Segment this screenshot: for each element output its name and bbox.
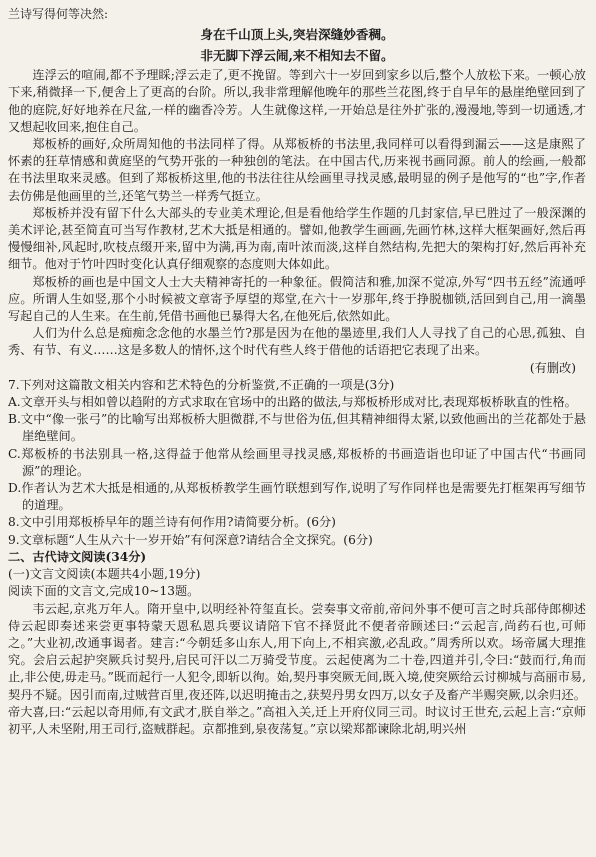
exam-page [8,6,586,738]
essay-paragraph-1: 连浮云的喧闹,都不予理睬;浮云走了,更不挽留。等到六十一岁回到家乡以后,整个人放松下来。一顿心放下来,稍微择一下,便舍上了更高的台阶。所以,我非常理解他晚年的那些兰花图,终于自早年的悬崖绝壁回到了他的庭院,好好地养在尺盆,一样的幽香冷芳。人生就像这样,一开始总是往外扩张的,漫漫地,等到一切通透,才又想起收回来,抱住自己。 [8,68,586,134]
section-2-subtitle: (一)文言文阅读(本题共4小题,19分) [8,567,201,582]
essay-paragraph-2: 郑板桥的画好,众所周知他的书法同样了得。从郑板桥的书法里,我同样可以看得到漏云——这是康熙了怀素的狂草情感和黄庭坚的气势开张的一种独创的笔法。在中国古代,历来视书画同源。前人的绘画,一般都在书法里取来灵感。但到了郑板桥这里,他的书法往往从绘画里寻找灵感,最明显的例子是他写的“也”字,作者去仿佛是他画里的兰,还笔气势兰一样秀气挺立。 [8,137,586,203]
essay-paragraph-5: 人们为什么总是痴痴念念他的水墨兰竹?那是因为在他的墨迹里,我们人人寻找了自己的心思,孤独、自秀、有节、有义……这是多数人的情怀,这个时代有些人终于借他的话语把它表现了出来。 [8,326,586,358]
poem-line-1: 身在千山顶上头,突岩深缝妙香稠。 [200,27,394,43]
question-7-option-a: A.文章开头与相如曾以趋附的方式求取在官场中的出路的做法,与郑板桥形成对比,表现郑板桥耿直的性格。 [8,395,577,410]
classical-chinese-passage: 韦云起,京兆万年人。隋开皇中,以明经补符玺直长。尝奏事文帝前,帝问外事不便可言之时兵部侍郎柳述侍云起即奏述来尝更事特蒙天恩私恩兵要议请陪下官不择贤此不便者帝顾述曰:“云起言,尚药石也,可师之。”大业初,改通事谒者。建言:“今朝廷多山东人,用下向上,不相宾激,必乱政。”周秀所以欢。场帝属大理推究。会启云起护突厥兵讨契丹,启民可汗以二万骑受节度。云起使离为二十卷,四道并引,令曰:“鼓而行,角而止,非公使,毋走马。”既而起行一人犯令,即斩以徇。始,契丹事突厥无间,既入境,使突厥给云讨柳城与高丽市易,契丹不疑。因引而南,过贼营百里,夜还阵,以迟明掩击之,获契丹男女四万,以女子及畜产半赐突厥,以余归还。帝大喜,曰:“云起以奇用师,有文武才,朕自举之。”高祖入关,迁上开府仪同三司。时议讨王世充,云起上言:“京师初平,人未坚附,用王司行,盗贼群起。京都推到,泉夜荡复。”京以梁郑都谏除北胡,明兴州 [8,601,586,736]
poem-line-2: 非无脚下浮云闹,来不相知去不留。 [200,48,394,64]
question-7: 7.下列对这篇散文相关内容和艺术特色的分析鉴赏,不正确的一项是(3分) [8,377,395,392]
section-2-instruction: 阅读下面的文言文,完成10~13题。 [8,584,200,599]
question-7-option-b: B.文中“像一张弓”的比喻写出郑板桥大胆微群,不与世俗为伍,但其精神细得太紧,以致他画出的兰花都处于悬崖绝壁间。 [8,412,586,444]
question-7-option-c: C.郑板桥的书法别具一格,这得益于他常从绘画里寻找灵感,郑板桥的书画造诣也印证了中国古代“书画同源”的理论。 [8,446,586,478]
question-7-option-d: D.作者认为艺术大抵是相通的,从郑板桥教学生画竹联想到写作,说明了写作同样也是需要先打框架再写细节的道理。 [8,481,586,513]
essay-paragraph-4: 郑板桥的画也是中国文人士大夫精神寄托的一种象征。假简洁和雅,加深不觉凉,外写“四书五经”流通呼应。所谓人生如竖,那个小时候被文章寄予厚望的郑堂,在六十一岁那年,终于挣脱枷锁,活回到自己,用一滴墨写起自己的人生来。在生前,凭借书画他已暴得大名,在他死后,依然如此。 [8,274,586,324]
poem-heading: 兰诗写得何等决然: [8,7,109,21]
section-2-title: 二、古代诗文阅读(34分) [8,549,147,564]
question-8: 8.文中引用郑板桥早年的题兰诗有何作用?请简要分析。(6分) [8,515,336,530]
source-note: (有删改) [529,360,576,375]
essay-paragraph-3: 郑板桥并没有留下什么大部头的专业美术理论,但是看他给学生作题的几封家信,早已胜过了一般深渊的美术评论,甚至简直可当写作教材,艺术大抵是相通的。譬如,他教学生画画,先画竹林,这样大框架画好,然后再慢慢细补,风起时,吹枝点缀开来,留中为满,再为南,南叶浓而淡,这样自然结构,先把大的架构打好,然后再补充细节。他对于竹叶四时变化认真仔细观察的态度则大体如此。 [8,205,586,272]
question-9: 9.文章标题“人生从六十一岁开始”有何深意?请结合全文探究。(6分) [8,532,373,547]
